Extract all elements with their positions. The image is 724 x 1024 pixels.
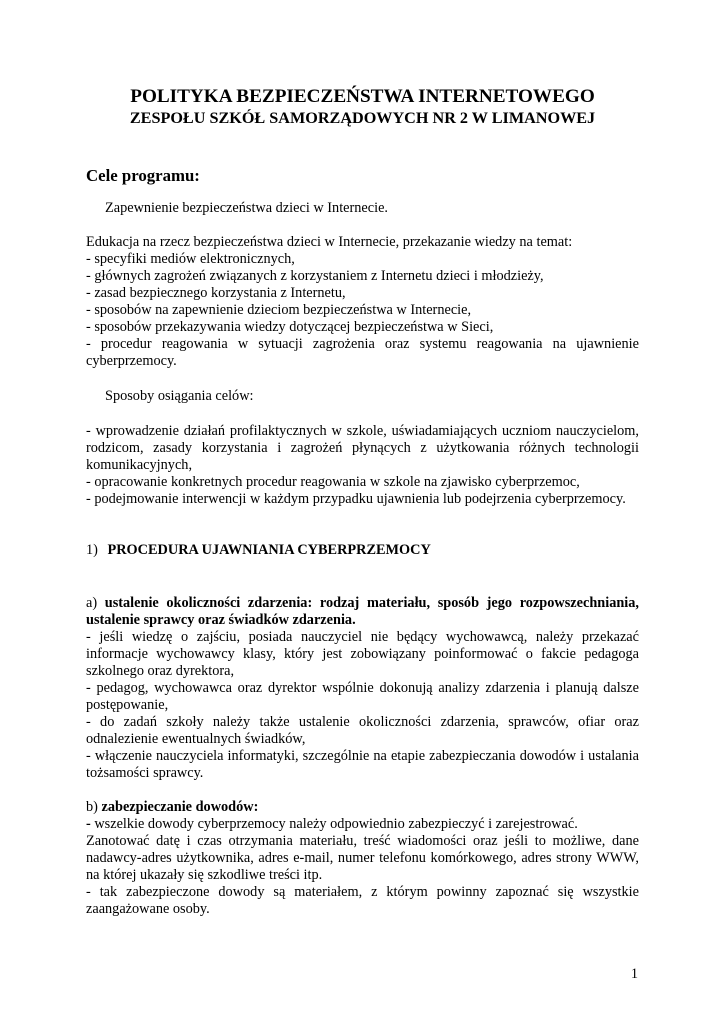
- step-b-first-text: wszelkie dowody cyberprzemocy należy odpowiednio zabezpieczyć i zarejestrować.: [90, 816, 578, 832]
- page-number: 1: [630, 966, 638, 982]
- list-item: [86, 816, 639, 833]
- education-block: [86, 234, 639, 370]
- list-item: - tak zabezpieczone dowody są materiałem, z którym powinny zapoznać się wszystkie zaangażowane osoby.: [86, 884, 639, 917]
- list-item: - specyfiki mediów elektronicznych,: [86, 251, 295, 267]
- step-b-letter: b): [86, 799, 98, 815]
- step-b-heading: [86, 799, 639, 816]
- list-item: - do zadań szkoły należy także ustalenie okoliczności zdarzenia, sprawców, ofiar oraz odnalezienie ewentualnych świadków,: [86, 714, 639, 747]
- list-item: - głównych zagrożeń związanych z korzystaniem z Internetu dzieci i młodzieży,: [86, 268, 544, 284]
- step-a-title: ustalenie okoliczności zdarzenia: rodzaj materiału, sposób jego rozpowszechniania, ustalenie sprawcy oraz świadków zdarzenia.: [86, 595, 639, 628]
- list-item: - sposobów na zapewnienie dzieciom bezpieczeństwa w Internecie,: [86, 302, 472, 318]
- methods-block: [86, 423, 639, 508]
- step-b: [86, 799, 639, 918]
- goals-intro: Zapewnienie bezpieczeństwa dzieci w Internecie.: [105, 200, 388, 216]
- list-item: - włączenie nauczyciela informatyki, szczególnie na etapie zabezpieczania dowodów i ustalania tożsamości sprawcy.: [86, 748, 639, 781]
- document-title: POLITYKA BEZPIECZEŃSTWA INTERNETOWEGO: [130, 86, 595, 107]
- step-b-dash: -: [86, 816, 91, 832]
- list-item: - opracowanie konkretnych procedur reagowania w szkole na zjawisko cyberprzemoc,: [86, 474, 580, 490]
- procedure-number: 1): [86, 542, 98, 558]
- list-item: - sposobów przekazywania wiedzy dotyczącej bezpieczeństwa w Sieci,: [86, 319, 494, 335]
- list-item: - podejmowanie interwencji w każdym przypadku ujawnienia lub podejrzenia cyberprzemocy.: [86, 491, 626, 507]
- step-b-title: zabezpieczanie dowodów:: [101, 799, 259, 815]
- list-item: - procedur reagowania w sytuacji zagrożenia oraz systemu reagowania na ujawnienie cyberprzemocy.: [86, 336, 639, 369]
- step-a-letter: a): [86, 595, 98, 611]
- list-item: - jeśli wiedzę o zajściu, posiada nauczyciel nie będący wychowawcą, należy przekazać informacje wychowawcy klasy, który jest zobowiązany poinformować o fakcie pedagoga szkolnego oraz dyrektora,: [86, 629, 639, 679]
- methods-heading: Sposoby osiągania celów:: [105, 388, 254, 404]
- list-item: - pedagog, wychowawca oraz dyrektor wspólnie dokonują analizy zdarzenia i planują dalsze postępowanie,: [86, 680, 639, 713]
- step-a-heading: [86, 595, 639, 629]
- goals-heading: Cele programu:: [86, 166, 200, 185]
- list-item: - wprowadzenie działań profilaktycznych w szkole, uświadamiających uczniom nauczycielom, rodzicom, zasady korzystania i zagrożeń płynących z użytkowania różnych technologii komunikacyjnych,: [86, 423, 639, 473]
- procedure-heading: [86, 542, 639, 559]
- step-b-record-text: Zanotować datę i czas otrzymania materiału, treść wiadomości oraz jeśli to możliwe, dane nadawcy-adres użytkownika, adres e-mail, numer telefonu komórkowego, adres strony WWW, na której ukazały się szkodliwe treści itp.: [86, 833, 639, 883]
- document-subtitle: ZESPOŁU SZKÓŁ SAMORZĄDOWYCH NR 2 W LIMANOWEJ: [129, 109, 596, 127]
- education-lead: Edukacja na rzecz bezpieczeństwa dzieci w Internecie, przekazanie wiedzy na temat:: [86, 234, 573, 250]
- list-item: - zasad bezpiecznego korzystania z Internetu,: [86, 285, 346, 301]
- step-a: [86, 595, 639, 782]
- procedure-title: PROCEDURA UJAWNIANIA CYBERPRZEMOCY: [107, 542, 431, 558]
